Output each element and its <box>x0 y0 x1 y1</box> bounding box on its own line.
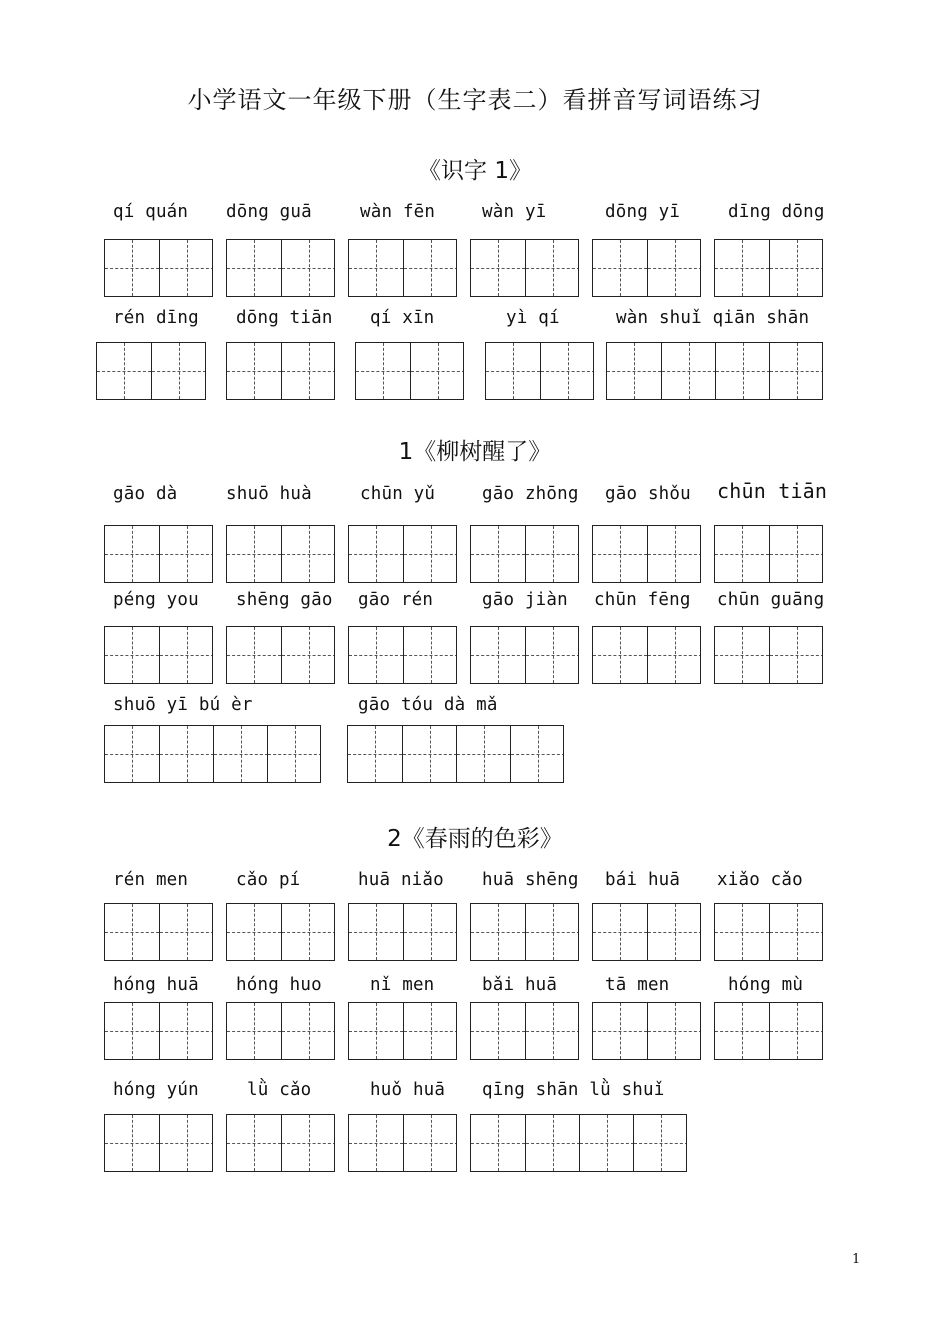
writing-grid[interactable] <box>714 903 823 961</box>
writing-grid[interactable] <box>592 1002 701 1060</box>
pinyin-label: chūn guāng <box>717 590 825 610</box>
writing-grid[interactable] <box>226 1114 335 1172</box>
pinyin-label: rén dīng <box>113 308 199 328</box>
writing-grid[interactable] <box>348 903 457 961</box>
pinyin-label: hóng yún <box>113 1080 199 1100</box>
writing-grid[interactable] <box>226 903 335 961</box>
pinyin-label: cǎo pí <box>236 870 301 890</box>
pinyin-label: lǜ cǎo <box>247 1080 312 1100</box>
section-heading: 2《春雨的色彩》 <box>387 826 563 852</box>
writing-grid[interactable] <box>348 1002 457 1060</box>
pinyin-label: yì qí <box>506 308 560 328</box>
pinyin-label: gāo shǒu <box>605 484 691 504</box>
pinyin-label: wàn yī <box>482 202 547 222</box>
pinyin-label: bái huā <box>605 870 681 890</box>
writing-grid[interactable] <box>485 342 594 400</box>
writing-grid[interactable] <box>470 1114 687 1172</box>
pinyin-label: gāo zhōng <box>482 484 579 504</box>
writing-grid[interactable] <box>592 239 701 297</box>
page-title: 小学语文一年级下册（生字表二）看拼音写词语练习 <box>187 86 763 114</box>
pinyin-label: nǐ men <box>370 975 435 995</box>
writing-grid[interactable] <box>470 1002 579 1060</box>
pinyin-label: wàn fēn <box>360 202 436 222</box>
pinyin-label: tā men <box>605 975 670 995</box>
writing-grid[interactable] <box>96 342 206 400</box>
pinyin-label: shēng gāo <box>236 590 333 610</box>
writing-grid[interactable] <box>104 1114 213 1172</box>
writing-grid[interactable] <box>226 525 335 583</box>
pinyin-label: gāo rén <box>358 590 434 610</box>
pinyin-label: hóng huo <box>236 975 322 995</box>
pinyin-label: shuō huà <box>226 484 312 504</box>
writing-grid[interactable] <box>104 725 321 783</box>
writing-grid[interactable] <box>348 239 457 297</box>
pinyin-label: wàn shuǐ qiān shān <box>616 308 810 328</box>
pinyin-label: shuō yī bú èr <box>113 695 253 715</box>
pinyin-label: péng you <box>113 590 199 610</box>
pinyin-label: huā shēng <box>482 870 579 890</box>
writing-grid[interactable] <box>348 525 457 583</box>
writing-grid[interactable] <box>606 342 823 400</box>
pinyin-label: gāo tóu dà mǎ <box>358 695 498 715</box>
writing-grid[interactable] <box>470 239 579 297</box>
pinyin-label: bǎi huā <box>482 975 558 995</box>
pinyin-label: dōng yī <box>605 202 681 222</box>
writing-grid[interactable] <box>348 1114 457 1172</box>
pinyin-label: qí xīn <box>370 308 435 328</box>
pinyin-label: chūn tiān <box>717 479 828 503</box>
section-heading: 1《柳树醒了》 <box>398 439 552 465</box>
writing-grid[interactable] <box>470 525 579 583</box>
writing-grid[interactable] <box>714 1002 823 1060</box>
pinyin-label: qí quán <box>113 202 189 222</box>
writing-grid[interactable] <box>104 1002 213 1060</box>
writing-grid[interactable] <box>104 525 213 583</box>
writing-grid[interactable] <box>592 903 701 961</box>
pinyin-label: xiǎo cǎo <box>717 870 803 890</box>
writing-grid[interactable] <box>226 239 335 297</box>
writing-grid[interactable] <box>226 342 335 400</box>
writing-grid[interactable] <box>226 1002 335 1060</box>
writing-grid[interactable] <box>714 239 823 297</box>
pinyin-label: chūn yǔ <box>360 484 436 504</box>
writing-grid[interactable] <box>104 239 213 297</box>
pinyin-label: hóng huā <box>113 975 199 995</box>
pinyin-label: dōng tiān <box>236 308 333 328</box>
pinyin-label: dōng guā <box>226 202 312 222</box>
writing-grid[interactable] <box>592 626 701 684</box>
writing-grid[interactable] <box>347 725 564 783</box>
writing-grid[interactable] <box>714 626 823 684</box>
pinyin-label: huǒ huā <box>370 1080 446 1100</box>
pinyin-label: rén men <box>113 870 189 890</box>
pinyin-label: qīng shān lǜ shuǐ <box>482 1080 665 1100</box>
page-number: 1 <box>852 1252 861 1267</box>
pinyin-label: chūn fēng <box>594 590 691 610</box>
writing-grid[interactable] <box>348 626 457 684</box>
section-heading: 《识字 1》 <box>418 158 532 184</box>
writing-grid[interactable] <box>592 525 701 583</box>
pinyin-label: gāo dà <box>113 484 178 504</box>
writing-grid[interactable] <box>355 342 464 400</box>
pinyin-label: gāo jiàn <box>482 590 568 610</box>
pinyin-label: hóng mù <box>728 975 804 995</box>
writing-grid[interactable] <box>714 525 823 583</box>
writing-grid[interactable] <box>104 626 213 684</box>
writing-grid[interactable] <box>470 626 579 684</box>
writing-grid[interactable] <box>226 626 335 684</box>
pinyin-label: huā niǎo <box>358 870 444 890</box>
pinyin-label: dīng dōng <box>728 202 825 222</box>
writing-grid[interactable] <box>104 903 213 961</box>
writing-grid[interactable] <box>470 903 579 961</box>
